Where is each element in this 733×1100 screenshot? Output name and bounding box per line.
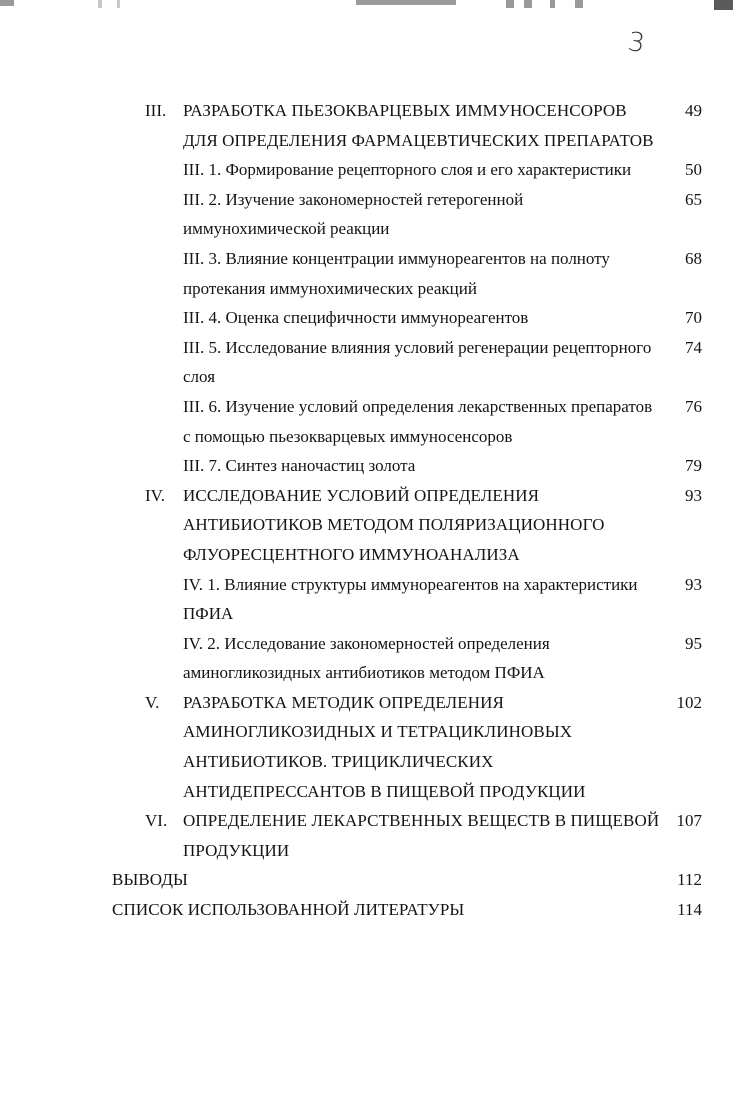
- toc-page-number: 74: [685, 337, 702, 357]
- toc-title: АНТИБИОТИКОВ. ТРИЦИКЛИЧЕСКИХ: [183, 752, 494, 772]
- scan-mark: [0, 0, 14, 6]
- toc-page-number: 93: [685, 485, 702, 505]
- toc-title: IV. 2. Исследование закономерностей определения: [183, 633, 550, 653]
- toc-title: АНТИБИОТИКОВ МЕТОДОМ ПОЛЯРИЗАЦИОННОГО: [183, 515, 605, 535]
- toc-title: III. 4. Оценка специфичности иммунореагентов: [183, 308, 529, 328]
- toc-entry-sub: [0, 451, 733, 481]
- toc-page-number: 65: [685, 189, 702, 209]
- toc-entry-sub: [0, 244, 733, 303]
- toc-entry-chapter: [0, 806, 733, 865]
- toc-entry-sub: [0, 629, 733, 688]
- scan-mark: [524, 0, 532, 8]
- toc-line: [0, 717, 733, 747]
- toc-line: [0, 274, 733, 304]
- toc-entry-sub: [0, 155, 733, 185]
- toc-title: IV. 1. Влияние структуры иммунореагентов на характеристики: [183, 574, 638, 594]
- scan-mark: [506, 0, 514, 8]
- toc-line: [0, 865, 733, 895]
- toc-title: АМИНОГЛИКОЗИДНЫХ И ТЕТРАЦИКЛИНОВЫХ: [183, 722, 573, 742]
- toc-entry-sub: [0, 570, 733, 629]
- toc-page-number: 102: [676, 692, 702, 712]
- toc-line: [0, 688, 733, 718]
- toc-line: [0, 126, 733, 156]
- toc-title: ВЫВОДЫ: [112, 870, 188, 890]
- toc-chapter-number: V.: [145, 692, 160, 712]
- toc-line: [0, 96, 733, 126]
- toc-line: [0, 895, 733, 925]
- toc-title: протекания иммунохимических реакций: [183, 278, 477, 298]
- toc-entry-sub: [0, 392, 733, 451]
- toc-line: [0, 481, 733, 511]
- toc-entry-chapter: [0, 96, 733, 155]
- toc-chapter-number: III.: [145, 101, 167, 120]
- scan-mark: [117, 0, 120, 8]
- toc-line: [0, 362, 733, 392]
- toc-entry-chapter: [0, 481, 733, 570]
- toc-title: III. 6. Изучение условий определения лекарственных препаратов: [183, 396, 653, 416]
- toc-title: иммунохимической реакции: [183, 219, 390, 239]
- handwritten-page-number: 3: [625, 26, 647, 60]
- toc-line: [0, 806, 733, 836]
- toc-title: с помощью пьезокварцевых иммуносенсоров: [183, 426, 513, 446]
- toc-title: СПИСОК ИСПОЛЬЗОВАННОЙ ЛИТЕРАТУРЫ: [112, 900, 465, 920]
- toc-entry-sub: [0, 303, 733, 333]
- toc-line: [0, 244, 733, 274]
- toc-title: ФЛУОРЕСЦЕНТНОГО ИММУНОАНАЛИЗА: [183, 544, 520, 564]
- toc-entry-sub: [0, 333, 733, 392]
- toc-line: [0, 836, 733, 866]
- scan-artifacts: [0, 0, 733, 12]
- toc-page-number: 112: [677, 870, 702, 890]
- toc-title: ПРОДУКЦИИ: [183, 840, 290, 860]
- toc-line: [0, 747, 733, 777]
- toc-page-number: 93: [685, 574, 702, 594]
- toc-line: [0, 658, 733, 688]
- toc-line: [0, 599, 733, 629]
- scan-mark: [575, 0, 583, 8]
- toc-line: [0, 185, 733, 215]
- toc-line: [0, 451, 733, 481]
- toc-line: [0, 422, 733, 452]
- toc-page-number: 70: [685, 308, 702, 328]
- toc-chapter-number: IV.: [145, 485, 165, 505]
- toc-title: АНТИДЕПРЕССАНТОВ В ПИЩЕВОЙ ПРОДУКЦИИ: [183, 781, 586, 801]
- toc-entry-top-level: [0, 895, 733, 925]
- toc-title: РАЗРАБОТКА ПЬЕЗОКВАРЦЕВЫХ ИММУНОСЕНСОРОВ: [183, 101, 627, 120]
- toc-line: [0, 392, 733, 422]
- toc-line: [0, 303, 733, 333]
- table-of-contents: [0, 96, 733, 925]
- toc-page-number: 68: [685, 248, 702, 268]
- toc-page-number: 76: [685, 396, 702, 416]
- toc-title: ДЛЯ ОПРЕДЕЛЕНИЯ ФАРМАЦЕВТИЧЕСКИХ ПРЕПАРАТОВ: [183, 130, 654, 150]
- toc-line: [0, 777, 733, 807]
- toc-title: III. 5. Исследование влияния условий регенерации рецепторного: [183, 337, 652, 357]
- toc-title: ПФИА: [183, 604, 234, 624]
- toc-page-number: 50: [685, 160, 702, 180]
- toc-entry-sub: [0, 185, 733, 244]
- toc-title: III. 3. Влияние концентрации иммунореагентов на полноту: [183, 248, 610, 268]
- toc-page-number: 107: [676, 811, 702, 831]
- toc-entry-chapter: [0, 688, 733, 806]
- scan-mark: [714, 0, 733, 10]
- toc-line: [0, 214, 733, 244]
- toc-page-number: 49: [685, 101, 702, 120]
- toc-title: ОПРЕДЕЛЕНИЕ ЛЕКАРСТВЕННЫХ ВЕЩЕСТВ В ПИЩЕВОЙ: [183, 811, 660, 831]
- toc-title: III. 1. Формирование рецепторного слоя и его характеристики: [183, 160, 632, 180]
- toc-line: [0, 155, 733, 185]
- toc-title: III. 2. Изучение закономерностей гетерогенной: [183, 189, 524, 209]
- toc-entry-top-level: [0, 865, 733, 895]
- scan-mark: [550, 0, 555, 8]
- scan-mark: [98, 0, 102, 8]
- toc-chapter-number: VI.: [145, 811, 168, 831]
- toc-line: [0, 570, 733, 600]
- toc-line: [0, 510, 733, 540]
- toc-line: [0, 333, 733, 363]
- toc-title: III. 7. Синтез наночастиц золота: [183, 456, 416, 476]
- toc-page-number: 95: [685, 633, 702, 653]
- toc-page-number: 79: [685, 456, 702, 476]
- toc-title: ИССЛЕДОВАНИЕ УСЛОВИЙ ОПРЕДЕЛЕНИЯ: [183, 485, 540, 505]
- toc-title: аминогликозидных антибиотиков методом ПФИА: [183, 663, 545, 683]
- toc-title: РАЗРАБОТКА МЕТОДИК ОПРЕДЕЛЕНИЯ: [183, 692, 504, 712]
- toc-page-number: 114: [677, 900, 702, 920]
- toc-line: [0, 629, 733, 659]
- scan-mark: [356, 0, 456, 5]
- toc-line: [0, 540, 733, 570]
- toc-title: слоя: [183, 367, 216, 387]
